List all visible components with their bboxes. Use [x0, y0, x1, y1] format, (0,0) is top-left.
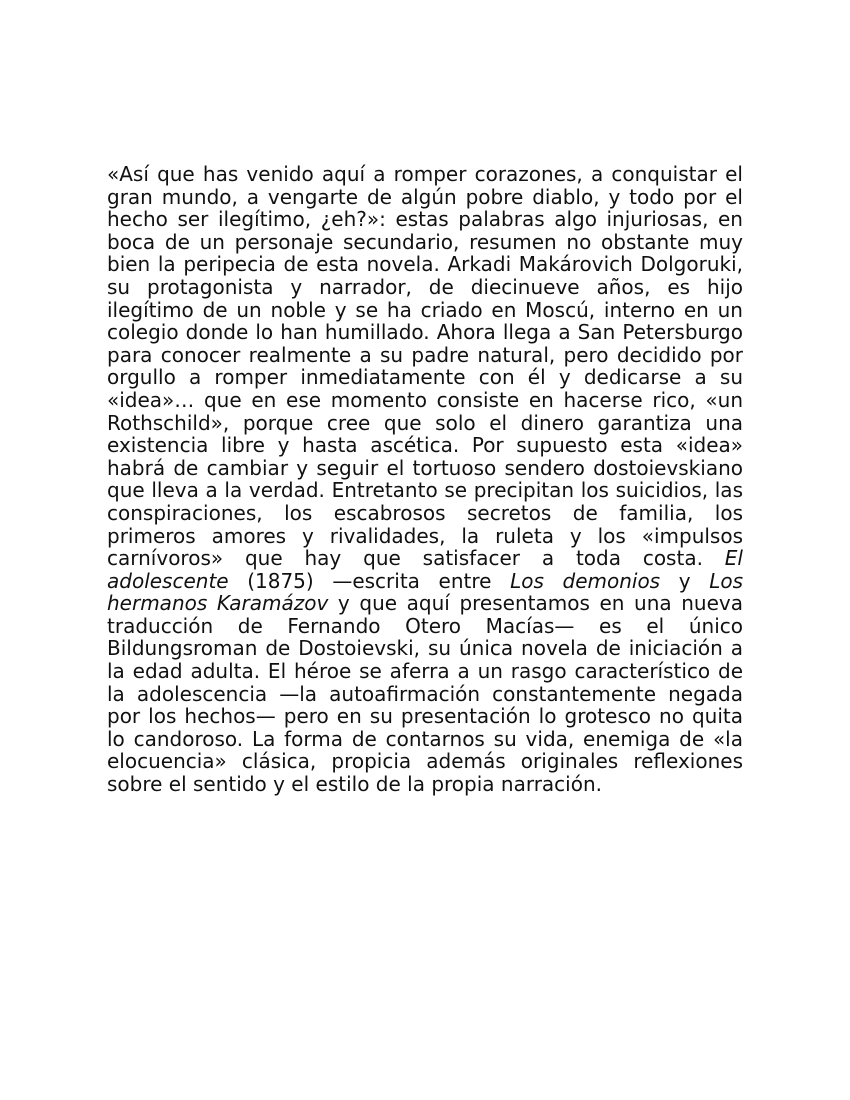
- synopsis-text-part-4: y que aquí presentamos en una nueva traducción de Fernando Otero Macías— es el único Bildungsroman de Dostoievski, su única novela de iniciación a la edad adulta. El héroe se aferra a un rasgo característico de la adolescencia —la autoafirmación constantemente negada por los hechos— pero en su presentación lo grotesco no quita lo candoroso. La forma de contarnos su vida, enemiga de «la elocuencia» clásica, propicia además originales reflexiones sobre el sentido y el estilo de la propia narración.: [107, 591, 744, 797]
- synopsis-text-part-1: «Así que has venido aquí a romper corazones, a conquistar el gran mundo, a vengarte de algún pobre diablo, y todo por el hecho ser ilegítimo, ¿eh?»: estas palabras algo injuriosas, en boca de un personaje secundario, resumen no obstante muy bien la peripecia de esta novela. Arkadi Makárovich Dolgoruki, su protagonista y narrador, de diecinueve años, es hijo ilegítimo de un noble y se ha criado en Moscú, interno en un colegio donde lo han humillado. Ahora llega a San Petersburgo para conocer realmente a su padre natural, pero decidido por orgullo a romper inmediatamente con él y dedicarse a su «idea»… que en ese momento consiste en hacerse rico, «un Rothschild», porque cree que solo el dinero garantiza una existencia libre y hasta ascética. Por supuesto esta «idea» habrá de cambiar y seguir el tortuoso sendero dostoievskiano que lleva a la verdad. Entretanto se precipitan los suicidios, las conspiraciones, los escabrosos secretos de familia, los primeros amores y rivalidades, la ruleta y los «impulsos carnívoros» que hay que satisfacer a toda costa.: [107, 162, 743, 571]
- book-title-el-adolescente: El adolescente: [107, 546, 743, 593]
- synopsis-text-part-3: y: [660, 568, 710, 593]
- book-title-los-hermanos-karamazov: Los hermanos Karamázov: [107, 568, 743, 616]
- book-title-los-demonios: Los demonios: [510, 568, 661, 593]
- synopsis-paragraph: [107, 163, 743, 796]
- synopsis-text-part-2: (1875) —escrita entre: [228, 568, 511, 593]
